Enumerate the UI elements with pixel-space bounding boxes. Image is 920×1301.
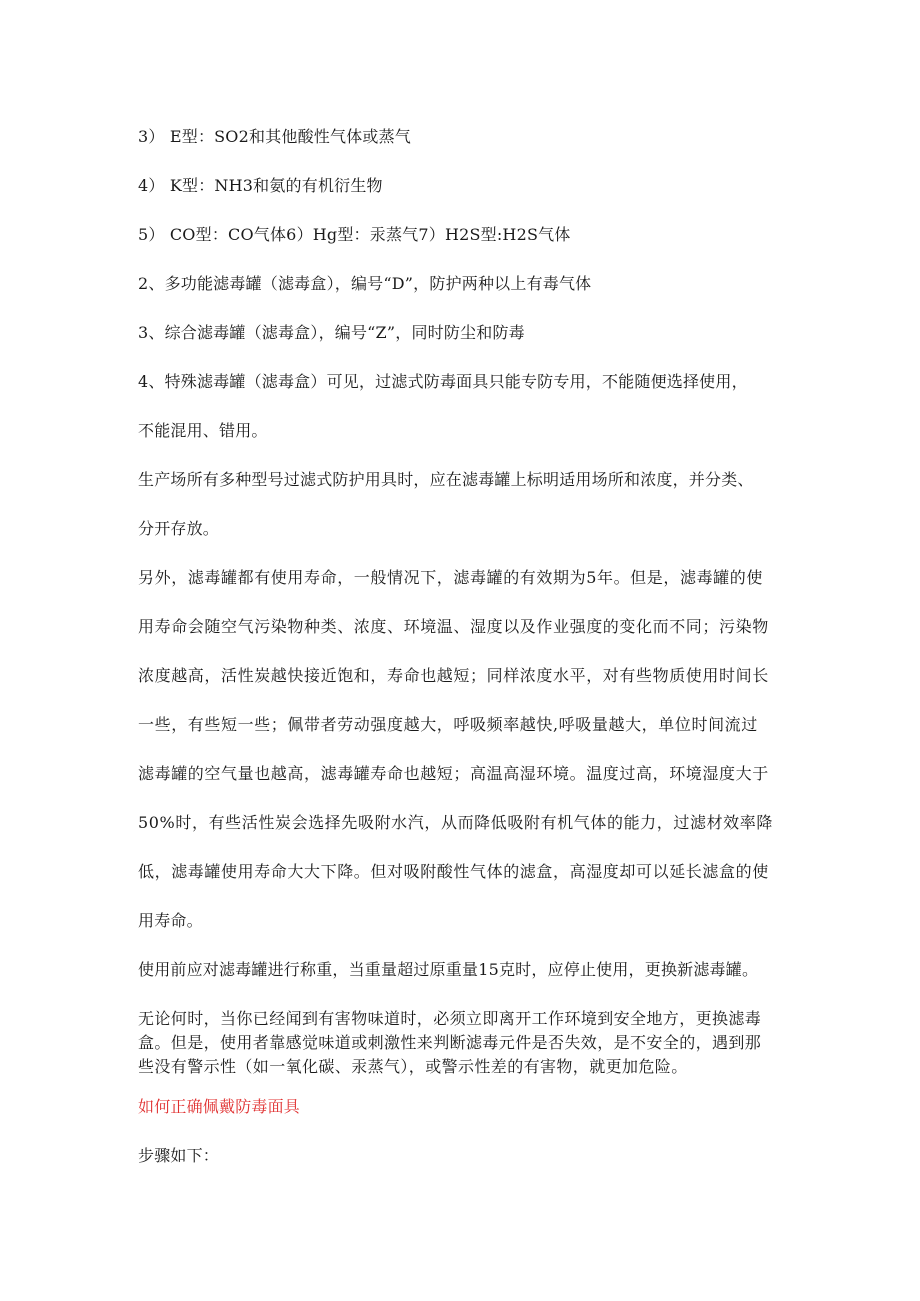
text-line-lifespan-1: 另外，滤毒罐都有使用寿命，一般情况下，滤毒罐的有效期为5年。但是，滤毒罐的使 [138,568,763,587]
text-line-lifespan-5: 滤毒罐的空气量也越高，滤毒罐寿命也越短；高温高湿环境。温度过高，环境湿度大于 [138,764,769,783]
section-heading: 如何正确佩戴防毒面具 [138,1097,301,1116]
text-line-storage-1: 生产场所有多种型号过滤式防护用具时，应在滤毒罐上标明适用场所和浓度，并分类、 [138,470,754,489]
text-line-e-type: 3） E型：SO2和其他酸性气体或蒸气 [138,127,412,146]
warning-paragraph [138,1007,790,1079]
text-line-lifespan-6: 50%时，有些活性炭会选择先吸附水汽，从而降低吸附有机气体的能力，过滤材效率降 [138,813,773,832]
text-line-lifespan-8: 用寿命。 [138,911,203,930]
text-line-lifespan-7: 低，滤毒罐使用寿命大大下降。但对吸附酸性气体的滤盒，高湿度却可以延长滤盒的使 [138,862,769,881]
text-line-special-1: 4、特殊滤毒罐（滤毒盒）可见，过滤式防毒面具只能专防专用，不能随便选择使用， [138,372,748,391]
warning-line-1: 无论何时，当你已经闻到有害物味道时，必须立即离开工作环境到安全地方，更换滤毒 [138,1009,762,1028]
warning-line-2: 盒。但是，使用者靠感觉味道或刺激性来判断滤毒元件是否失效，是不安全的，遇到那 [138,1033,762,1052]
text-line-multi-function: 2、多功能滤毒罐（滤毒盒），编号“D”，防护两种以上有毒气体 [138,274,592,293]
text-line-co-hg-h2s-types: 5） CO型：CO气体6）Hg型：汞蒸气7）H2S型:H2S气体 [138,225,571,244]
text-line-comprehensive: 3、综合滤毒罐（滤毒盒），编号“Z”，同时防尘和防毒 [138,323,525,342]
steps-label: 步骤如下： [138,1146,220,1165]
text-line-storage-2: 分开存放。 [138,519,220,538]
text-line-weighing: 使用前应对滤毒罐进行称重，当重量超过原重量15克时，应停止使用，更换新滤毒罐。 [138,960,759,979]
text-line-lifespan-4: 一些，有些短一些；佩带者劳动强度越大，呼吸频率越快,呼吸量越大，单位时间流过 [138,715,758,734]
text-line-lifespan-3: 浓度越高，活性炭越快接近饱和，寿命也越短；同样浓度水平，对有些物质使用时间长 [138,666,769,685]
text-line-special-2: 不能混用、错用。 [138,421,268,440]
text-line-k-type: 4） K型：NH3和氨的有机衍生物 [138,176,383,195]
text-line-lifespan-2: 用寿命会随空气污染物种类、浓度、环境温、湿度以及作业强度的变化而不同；污染物 [138,617,769,636]
warning-line-3: 些没有警示性（如一氧化碳、汞蒸气），或警示性差的有害物，就更加危险。 [138,1057,688,1076]
